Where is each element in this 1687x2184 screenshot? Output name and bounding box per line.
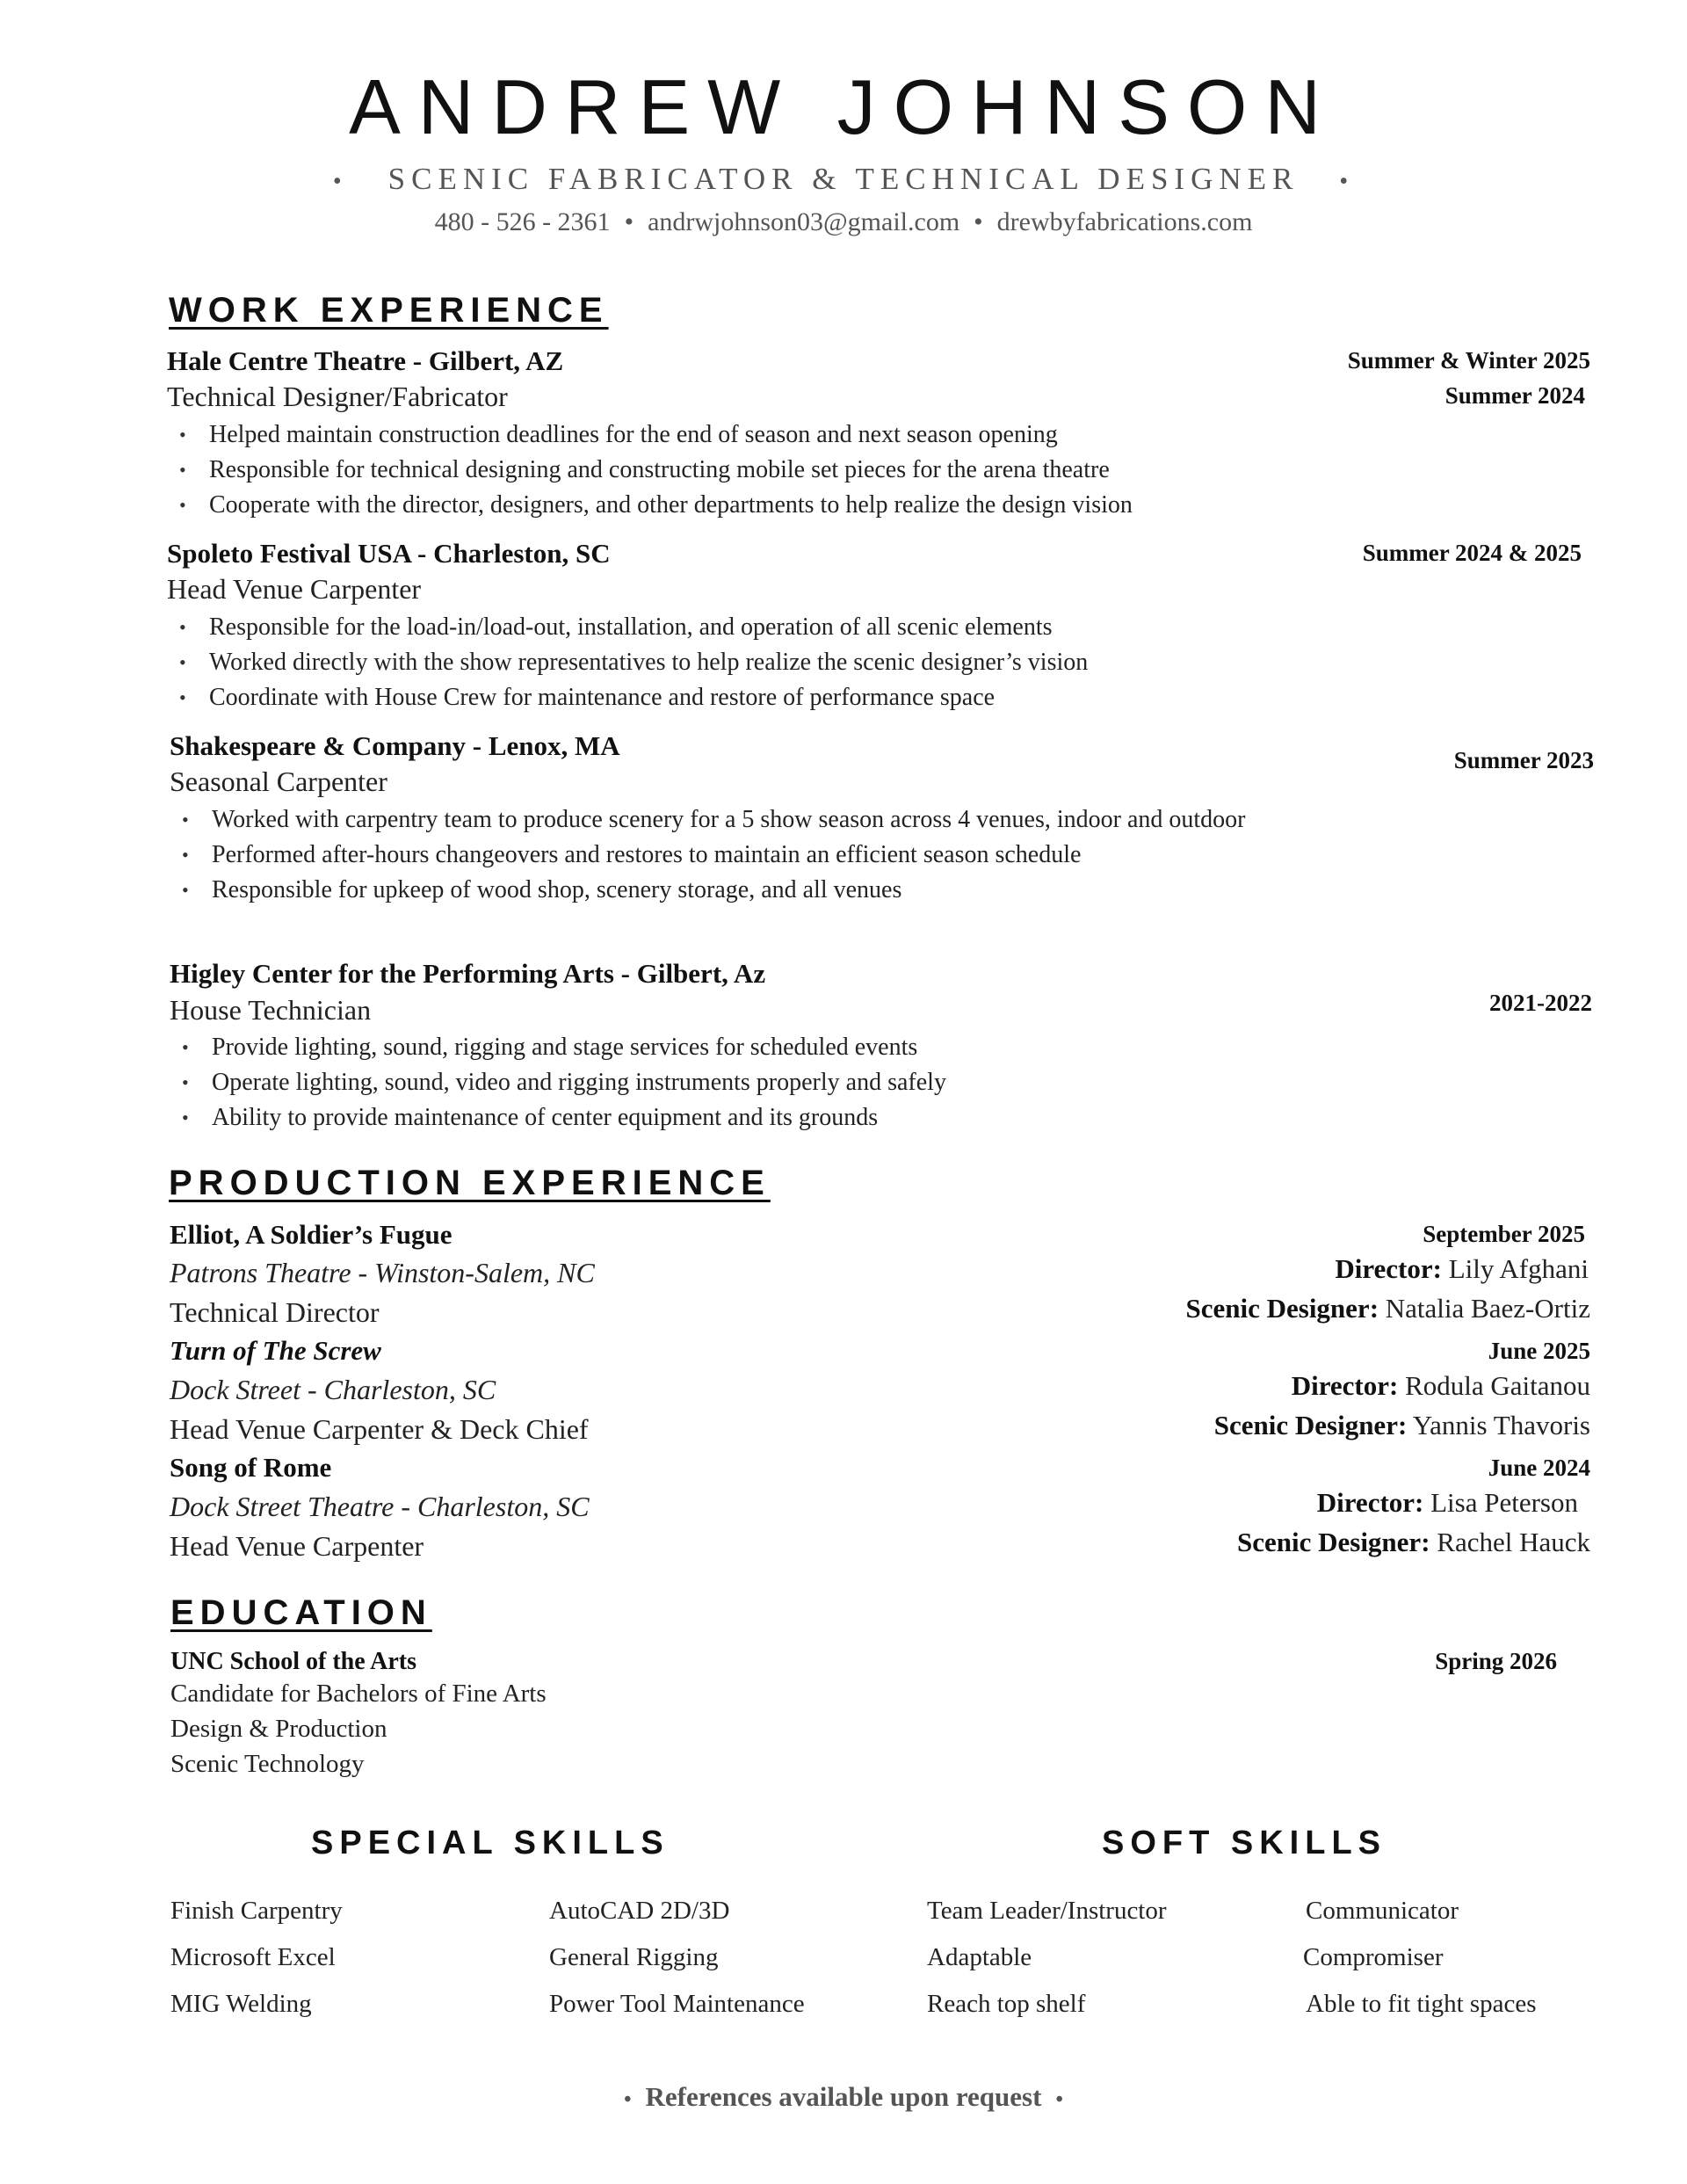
resume-name: ANDREW JOHNSON <box>349 63 1338 150</box>
skill-item: Microsoft Excel <box>170 1943 336 1971</box>
skill-item: MIG Welding <box>170 1990 312 2018</box>
job-role: Technical Designer/Fabricator <box>167 381 508 412</box>
list-item: • Responsible for the load-in/load-out, installation, and operation of all scenic elements <box>167 610 1309 645</box>
designer-name: Natalia Baez-Ortiz <box>1385 1293 1590 1324</box>
job-date: Summer 2024 <box>1444 382 1585 409</box>
show-venue: Dock Street - Charleston, SC <box>170 1374 496 1405</box>
list-item: • Helped maintain construction deadlines for the end of season and next season opening <box>167 417 1309 453</box>
special-skills-heading: SPECIAL SKILLS <box>311 1825 670 1861</box>
skill-item: General Rigging <box>549 1943 719 1971</box>
show-date: September 2025 <box>1423 1221 1585 1247</box>
job-bullets <box>170 1030 1312 1136</box>
show-date: June 2025 <box>1488 1338 1590 1364</box>
education-date: Spring 2026 <box>1435 1648 1557 1674</box>
job-date: Summer 2024 & 2025 <box>1362 540 1582 566</box>
show-designer <box>1237 1528 1590 1556</box>
show-designer <box>1214 1411 1590 1439</box>
show-position: Technical Director <box>170 1296 380 1328</box>
show-title: Turn of The Screw <box>170 1335 381 1366</box>
skill-item: Reach top shelf <box>927 1990 1086 2018</box>
designer-label: Scenic Designer: <box>1236 1527 1430 1557</box>
job-org: Spoleto Festival USA - Charleston, SC <box>167 538 611 569</box>
list-item: • Provide lighting, sound, rigging and stage services for scheduled events <box>170 1030 1312 1065</box>
director-name: Lily Afghani <box>1448 1253 1589 1284</box>
job-date: Summer & Winter 2025 <box>1347 347 1590 374</box>
job-title: SCENIC FABRICATOR & TECHNICAL DESIGNER <box>387 162 1300 196</box>
show-position: Head Venue Carpenter <box>170 1530 424 1562</box>
director-label: Director: <box>1291 1370 1399 1401</box>
email-address: andrwjohnson03@gmail.com <box>648 207 960 236</box>
bullet-dot-icon: • <box>974 207 983 236</box>
show-venue: Patrons Theatre - Winston-Salem, NC <box>170 1257 595 1288</box>
school-name: UNC School of the Arts <box>170 1648 416 1675</box>
bullet-dot-icon: • <box>624 2087 632 2111</box>
skill-item: Power Tool Maintenance <box>549 1990 805 2018</box>
designer-label: Scenic Designer: <box>1213 1410 1408 1440</box>
director-label: Director: <box>1316 1487 1424 1518</box>
job-org: Shakespeare & Company - Lenox, MA <box>170 730 620 761</box>
list-item: • Worked directly with the show representatives to help realize the scenic designer’s vision <box>167 645 1309 680</box>
list-item: • Ability to provide maintenance of center equipment and its grounds <box>170 1100 1312 1136</box>
job-date: Summer 2023 <box>1453 747 1594 773</box>
resume-subtitle <box>0 163 1687 194</box>
show-venue: Dock Street Theatre - Charleston, SC <box>170 1491 590 1522</box>
job-date: 2021-2022 <box>1489 990 1592 1016</box>
list-item: • Worked with carpentry team to produce scenery for a 5 show season across 4 venues, indoor and outdoor <box>170 802 1321 838</box>
show-director <box>1292 1372 1590 1399</box>
soft-skills-heading: SOFT SKILLS <box>1102 1825 1387 1861</box>
skill-item: Team Leader/Instructor <box>927 1897 1167 1925</box>
skill-item: AutoCAD 2D/3D <box>549 1897 730 1925</box>
skill-item: Able to fit tight spaces <box>1306 1990 1537 2018</box>
bullet-dot-icon: • <box>1055 2087 1063 2111</box>
phone-number: 480 - 526 - 2361 <box>434 207 611 236</box>
job-bullets <box>167 417 1309 523</box>
contact-line <box>0 209 1687 236</box>
job-bullets <box>170 802 1321 908</box>
list-item: • Cooperate with the director, designers, and other departments to help realize the design vision <box>167 488 1309 523</box>
list-item: • Operate lighting, sound, video and rigging instruments properly and safely <box>170 1065 1312 1100</box>
bullet-dot-icon: • <box>624 207 634 236</box>
designer-name: Rachel Hauck <box>1437 1527 1590 1557</box>
bullet-dot-icon: • <box>1339 167 1355 195</box>
show-designer <box>1185 1295 1590 1322</box>
job-bullets <box>167 610 1309 715</box>
references-note: References available upon request <box>645 2081 1042 2112</box>
list-item: • Performed after-hours changeovers and restores to maintain an efficient season schedule <box>170 838 1321 873</box>
job-role: Seasonal Carpenter <box>170 765 387 797</box>
education-line: Scenic Technology <box>170 1750 365 1778</box>
education-line: Candidate for Bachelors of Fine Arts <box>170 1680 547 1708</box>
show-title: Song of Rome <box>170 1452 332 1483</box>
designer-label: Scenic Designer: <box>1185 1293 1379 1324</box>
skill-item: Adaptable <box>927 1943 1032 1971</box>
designer-name: Yannis Thavoris <box>1412 1410 1590 1440</box>
work-experience-heading: WORK EXPERIENCE <box>169 291 609 330</box>
skill-item: Communicator <box>1306 1897 1459 1925</box>
director-label: Director: <box>1335 1253 1442 1284</box>
job-role: House Technician <box>170 994 372 1026</box>
education-line: Design & Production <box>170 1715 387 1743</box>
show-director <box>1335 1255 1589 1282</box>
job-org: Hale Centre Theatre - Gilbert, AZ <box>167 345 564 376</box>
production-experience-heading: PRODUCTION EXPERIENCE <box>169 1164 771 1202</box>
director-name: Lisa Peterson <box>1430 1487 1578 1518</box>
website-link[interactable]: drewbyfabrications.com <box>996 207 1253 236</box>
show-director <box>1317 1489 1578 1516</box>
skill-item: Compromiser <box>1303 1943 1444 1971</box>
skill-item: Finish Carpentry <box>170 1897 343 1925</box>
list-item: • Responsible for technical designing and constructing mobile set pieces for the arena theatre <box>167 453 1309 488</box>
show-title: Elliot, A Soldier’s Fugue <box>170 1219 453 1250</box>
show-date: June 2024 <box>1488 1455 1590 1481</box>
director-name: Rodula Gaitanou <box>1405 1370 1590 1401</box>
job-org: Higley Center for the Performing Arts - Gilbert, Az <box>170 958 766 989</box>
job-role: Head Venue Carpenter <box>167 573 422 605</box>
list-item: • Coordinate with House Crew for maintenance and restore of performance space <box>167 680 1309 715</box>
show-position: Head Venue Carpenter & Deck Chief <box>170 1413 589 1445</box>
references-footer <box>0 2083 1687 2110</box>
bullet-dot-icon: • <box>332 167 348 195</box>
education-heading: EDUCATION <box>170 1593 432 1632</box>
list-item: • Responsible for upkeep of wood shop, scenery storage, and all venues <box>170 873 1321 908</box>
